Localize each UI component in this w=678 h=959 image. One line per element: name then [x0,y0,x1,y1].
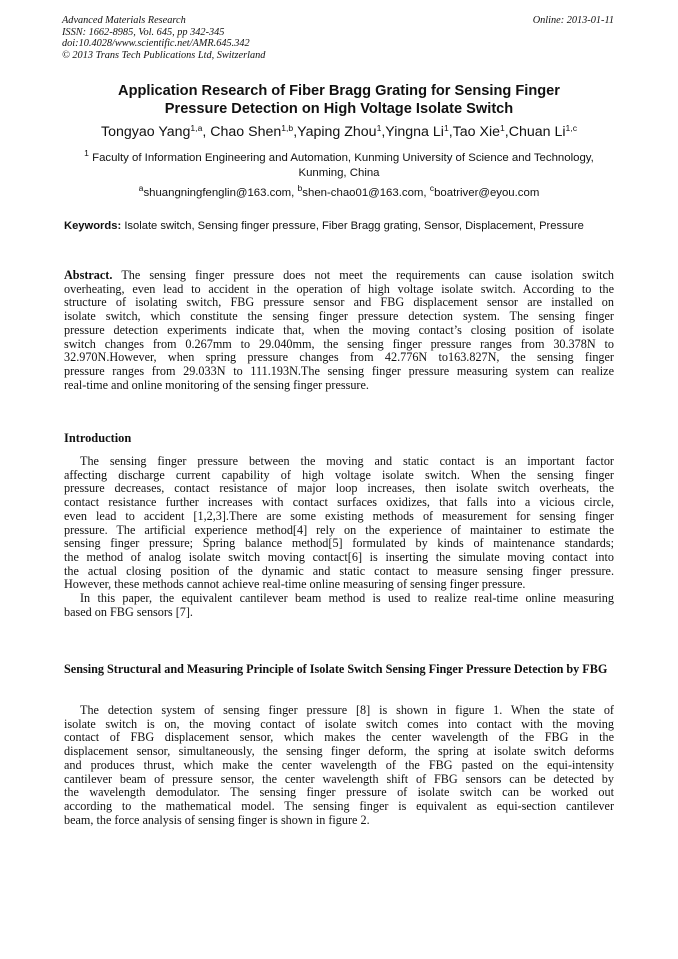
affiliation [70,148,608,180]
section-line: isolate switch is on, the moving contact of isolate switch comes into contact with the moving [64,716,614,731]
abstract-label: Abstract. [64,268,113,282]
author-superscript: 1 [443,123,449,133]
email-address: shuangningfenglin@163.com [143,187,292,199]
paper-title [40,82,638,118]
author-superscript: 1,b [281,123,294,133]
author-name: Chao Shen [210,124,282,140]
author-name: Yaping Zhou [297,124,377,140]
author-separator: , [504,124,509,140]
author-separator: , [293,124,298,140]
abstract-block [64,269,614,392]
email-superscript: b [297,183,303,193]
section-line: according to the mathematical model. The sensing finger is equivalent as equi-section cantilever [64,799,614,814]
introduction-heading: Introduction [64,431,132,445]
keywords-text: Isolate switch, Sensing finger pressure, Fiber Bragg grating, Sensor, Displacement, Pressure [124,220,584,232]
intro-line: However, these methods cannot achieve real-time online measuring of sensing finger pressure. [64,577,526,592]
author-superscript: 1 [376,123,382,133]
email-separator: , [423,187,430,199]
section-line: contact of FBG displacement sensor, which makes the center wavelength of the FBG in the [64,730,614,745]
abstract-line: pressure ranges from 29.033N to 111.193N.The sensing finger pressure measuring system can realize [64,364,614,379]
author-name: Tao Xie [452,124,500,140]
abstract-line: real-time and online monitoring of the sensing finger pressure. [64,377,369,392]
author-superscript: 1,a [190,123,203,133]
intro-line: The sensing finger pressure between the moving and static contact is an important factor [80,454,614,468]
intro-line: affecting discharge current capability of high voltage isolate switch. When the sensing finger [64,467,614,482]
introduction-body [64,455,614,620]
intro-line: sensing finger pressure; Spring balance method[5] formulated by kinds of maintenance standards; [64,536,614,551]
section-heading: Sensing Structural and Measuring Principle of Isolate Switch Sensing Finger Pressure Detection by FBG [64,662,608,676]
intro-line: In this paper, the equivalent cantilever beam method is used to realize real-time online measuring [80,591,614,606]
email-address: boatriver@eyou.com [434,187,540,199]
email-separator: , [291,187,298,199]
intro-line: based on FBG sensors [7]. [64,604,193,619]
abstract-line: pressure detection experiments indicate that, when the moving contact’s closing position of isolate [64,322,614,337]
abstract-line: isolate switch, which constitute the sensing finger pressure detection system. The sensing finger [64,309,614,324]
section-line: beam, the force analysis of sensing finger is shown in figure 2. [64,812,370,827]
author-name: Yingna Li [385,124,444,140]
journal-name: Advanced Materials Research [62,15,186,26]
abstract-line: overheating, even lead to accident in the operation of high voltage isolate switch. According to the [64,281,614,296]
intro-line: the method of analog isolate switch moving contact[6] is inserting the simulate moving contact into [64,550,614,565]
author-superscript: 1 [500,123,505,133]
email-superscript: c [429,183,435,193]
section-line: the wavelength demodulator. The sensing finger pressure of isolate switch can be worked out [64,785,614,800]
abstract-line: structure of isolating switch, FBG pressure sensor and FBG displacement sensor are installed on [64,295,614,310]
keywords-block [64,220,614,234]
author-separator: , [202,124,211,140]
abstract-line: Abstract. The sensing finger pressure does not meet the requirements can cause isolation switch [64,268,615,282]
title-line-2: Pressure Detection on High Voltage Isolate Switch [164,101,514,117]
affiliation-superscript: 1 [84,148,89,158]
intro-line: contact resistance further increases with contact surfaces oxidizes, that falls into a vicious circle, [64,495,614,510]
journal-doi: doi:10.4028/www.scientific.net/AMR.645.342 [62,38,250,50]
intro-line: even lead to accident [1,2,3].There are some existing methods of measurement for sensing finger [64,508,614,523]
intro-line: pressure. The artificial experience method[4] rely on the experience of maintainer to estimate the [64,522,614,537]
author-list [20,123,658,141]
keywords-label: Keywords: [64,220,122,232]
author-separator: , [381,124,386,140]
section-line: displacement sensor, simultaneously, the sensing finger deform, the spring at isolate switch deforms [64,744,614,759]
title-line-1: Application Research of Fiber Bragg Grating for Sensing Finger [118,83,560,99]
section-line: The detection system of sensing finger pressure [8] is shown in figure 1. When the state of [80,703,614,717]
journal-header [62,15,265,61]
journal-issn: ISSN: 1662-8985, Vol. 645, pp 342-345 [62,26,225,38]
intro-line: the actual closing position of the dynamic and static contact to measure sensing finger pressure. [64,563,614,578]
email-superscript: a [138,183,144,193]
intro-line: pressure decreases, contact resistance of major loop increases, then isolate switch overheats, the [64,481,614,496]
author-name: Chuan Li [508,124,566,140]
section-body [64,704,614,827]
section-line: and produces thrust, which make the center wavelength of the FBG pasted on the equi-intensity [64,757,614,772]
email-list [40,183,638,200]
author-superscript: 1,c [565,123,577,133]
email-address: shen-chao01@163.com [302,187,424,199]
journal-copyright: © 2013 Trans Tech Publications Ltd, Switzerland [62,49,266,61]
author-name: Tongyao Yang [101,124,191,140]
online-date: Online: 2013-01-11 [532,15,614,26]
section-line: cantilever beam of pressure sensor, the center wavelength shift of FBG sensors can be detected by [64,771,614,786]
abstract-line: switch changes from 0.267mm to 29.040mm, the sensing finger pressure ranges from 30.378N to [64,336,614,351]
abstract-line: 32.970N.However, when spring pressure changes from 42.776N to163.827N, the sensing finger [64,350,614,365]
affiliation-text: Faculty of Information Engineering and Automation, Kunming University of Science and Technology, Kunming, China [92,152,594,179]
author-separator: , [448,124,453,140]
